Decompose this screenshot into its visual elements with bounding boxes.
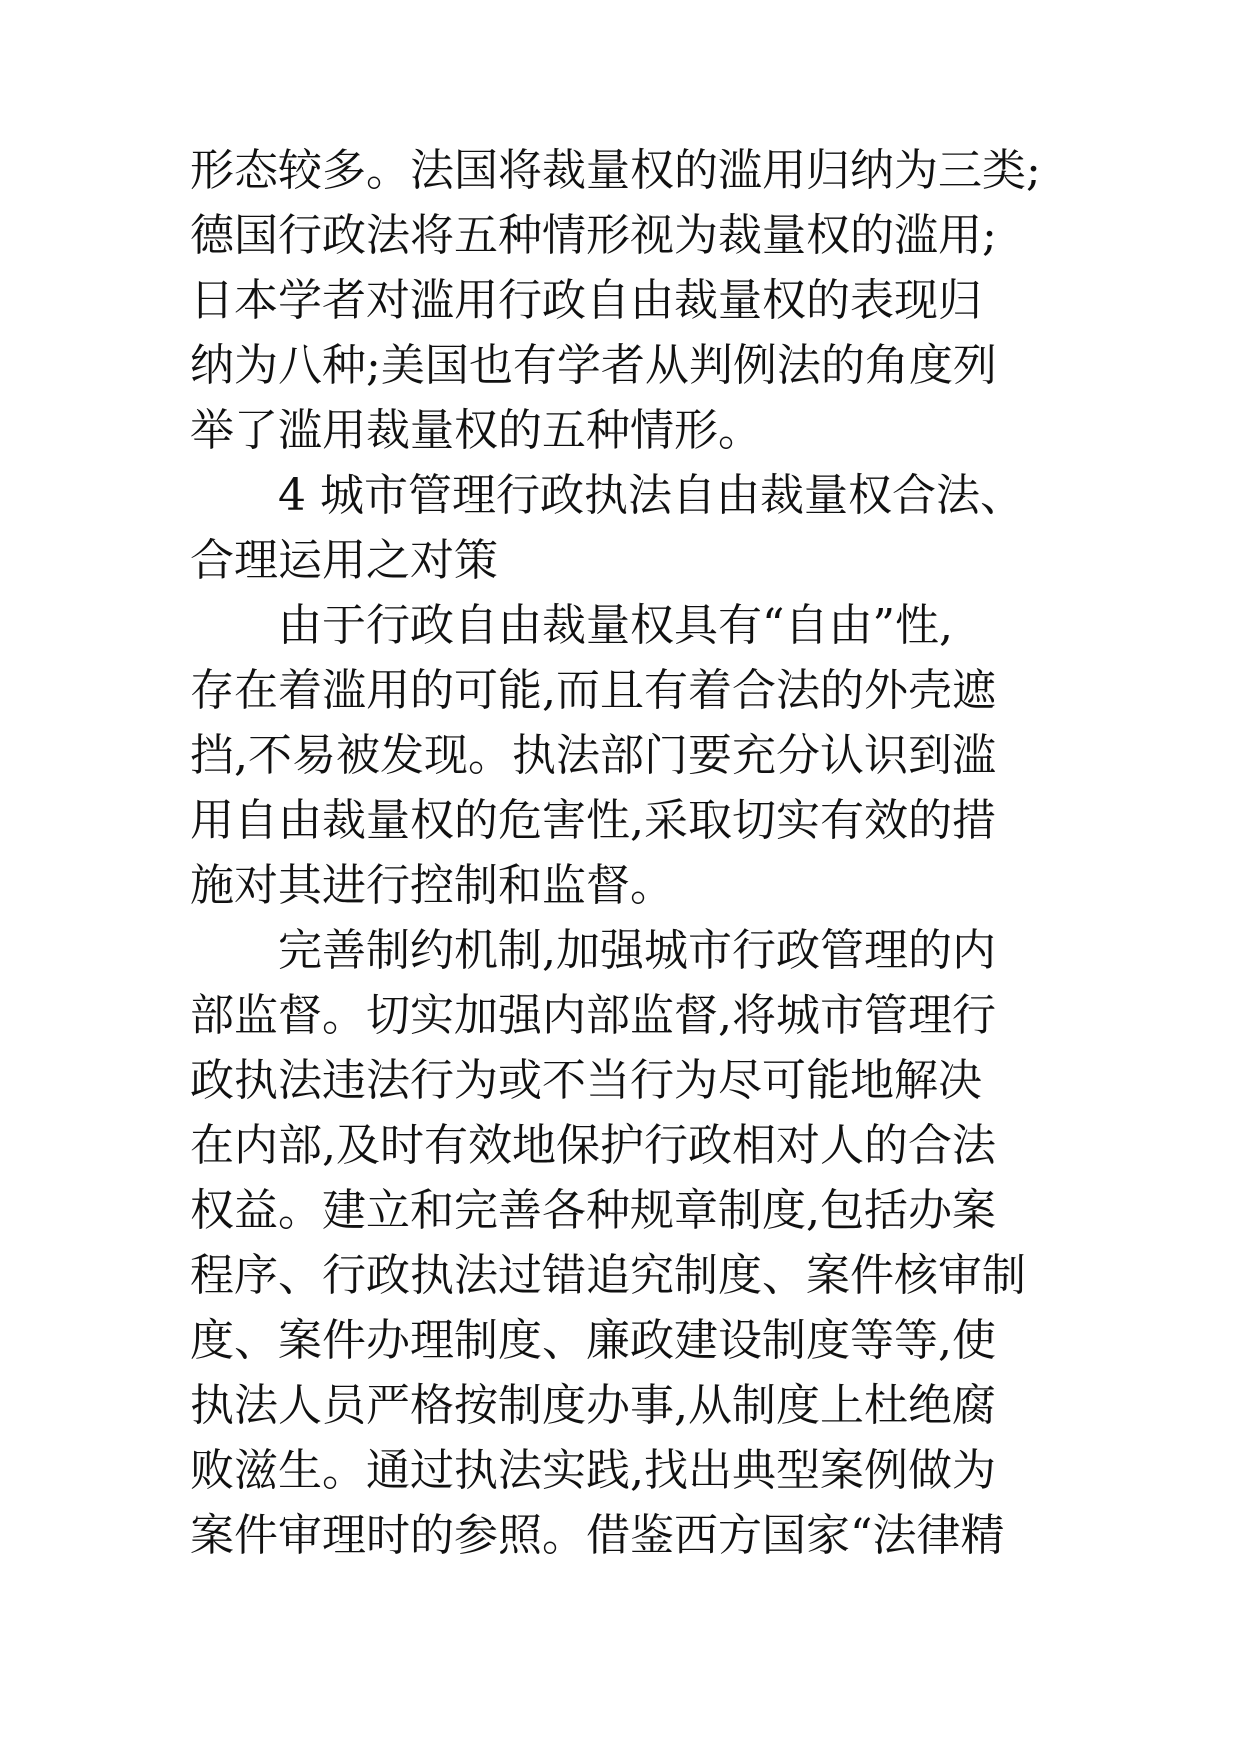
paragraph-1-line-1: 由于行政自由裁量权具有“自由”性, [278,600,953,651]
paragraph-2-line-8: 执法人员严格按制度办事,从制度上杜绝腐 [190,1380,996,1431]
paragraph-2-line-1: 完善制约机制,加强城市行政管理的内 [278,925,996,976]
paragraph-2-line-3: 政执法违法行为或不当行为尽可能地解决 [190,1055,982,1106]
text-line-5: 举了滥用裁量权的五种情形。 [190,405,762,456]
section-heading-continued: 合理运用之对策 [190,535,498,586]
text-line-4: 纳为八种;美国也有学者从判例法的角度列 [190,340,997,391]
text-line-2: 德国行政法将五种情形视为裁量权的滥用; [190,210,997,261]
section-heading: 4 城市管理行政执法自由裁量权合法、 [278,470,1024,521]
paragraph-2-line-4: 在内部,及时有效地保护行政相对人的合法 [190,1120,996,1171]
paragraph-1-line-4: 用自由裁量权的危害性,采取切实有效的措 [190,795,996,846]
paragraph-1-line-5: 施对其进行控制和监督。 [190,860,674,911]
paragraph-1-line-2: 存在着滥用的可能,而且有着合法的外壳遮 [190,665,996,716]
paragraph-2-line-2: 部监督。切实加强内部监督,将城市管理行 [190,990,996,1041]
paragraph-2-line-7: 度、案件办理制度、廉政建设制度等等,使 [190,1315,996,1366]
paragraph-2-line-6: 程序、行政执法过错追究制度、案件核审制 [190,1250,1026,1301]
paragraph-2-line-10: 案件审理时的参照。借鉴西方国家“法律精 [190,1510,1005,1561]
paragraph-2-line-9: 败滋生。通过执法实践,找出典型案例做为 [190,1445,996,1496]
text-line-3: 日本学者对滥用行政自由裁量权的表现归 [190,275,982,326]
paragraph-2-line-5: 权益。建立和完善各种规章制度,包括办案 [190,1185,996,1236]
paragraph-1-line-3: 挡,不易被发现。执法部门要充分认识到滥 [190,730,996,781]
text-line-1: 形态较多。法国将裁量权的滥用归纳为三类; [190,145,1041,196]
body-text [190,138,1090,1568]
